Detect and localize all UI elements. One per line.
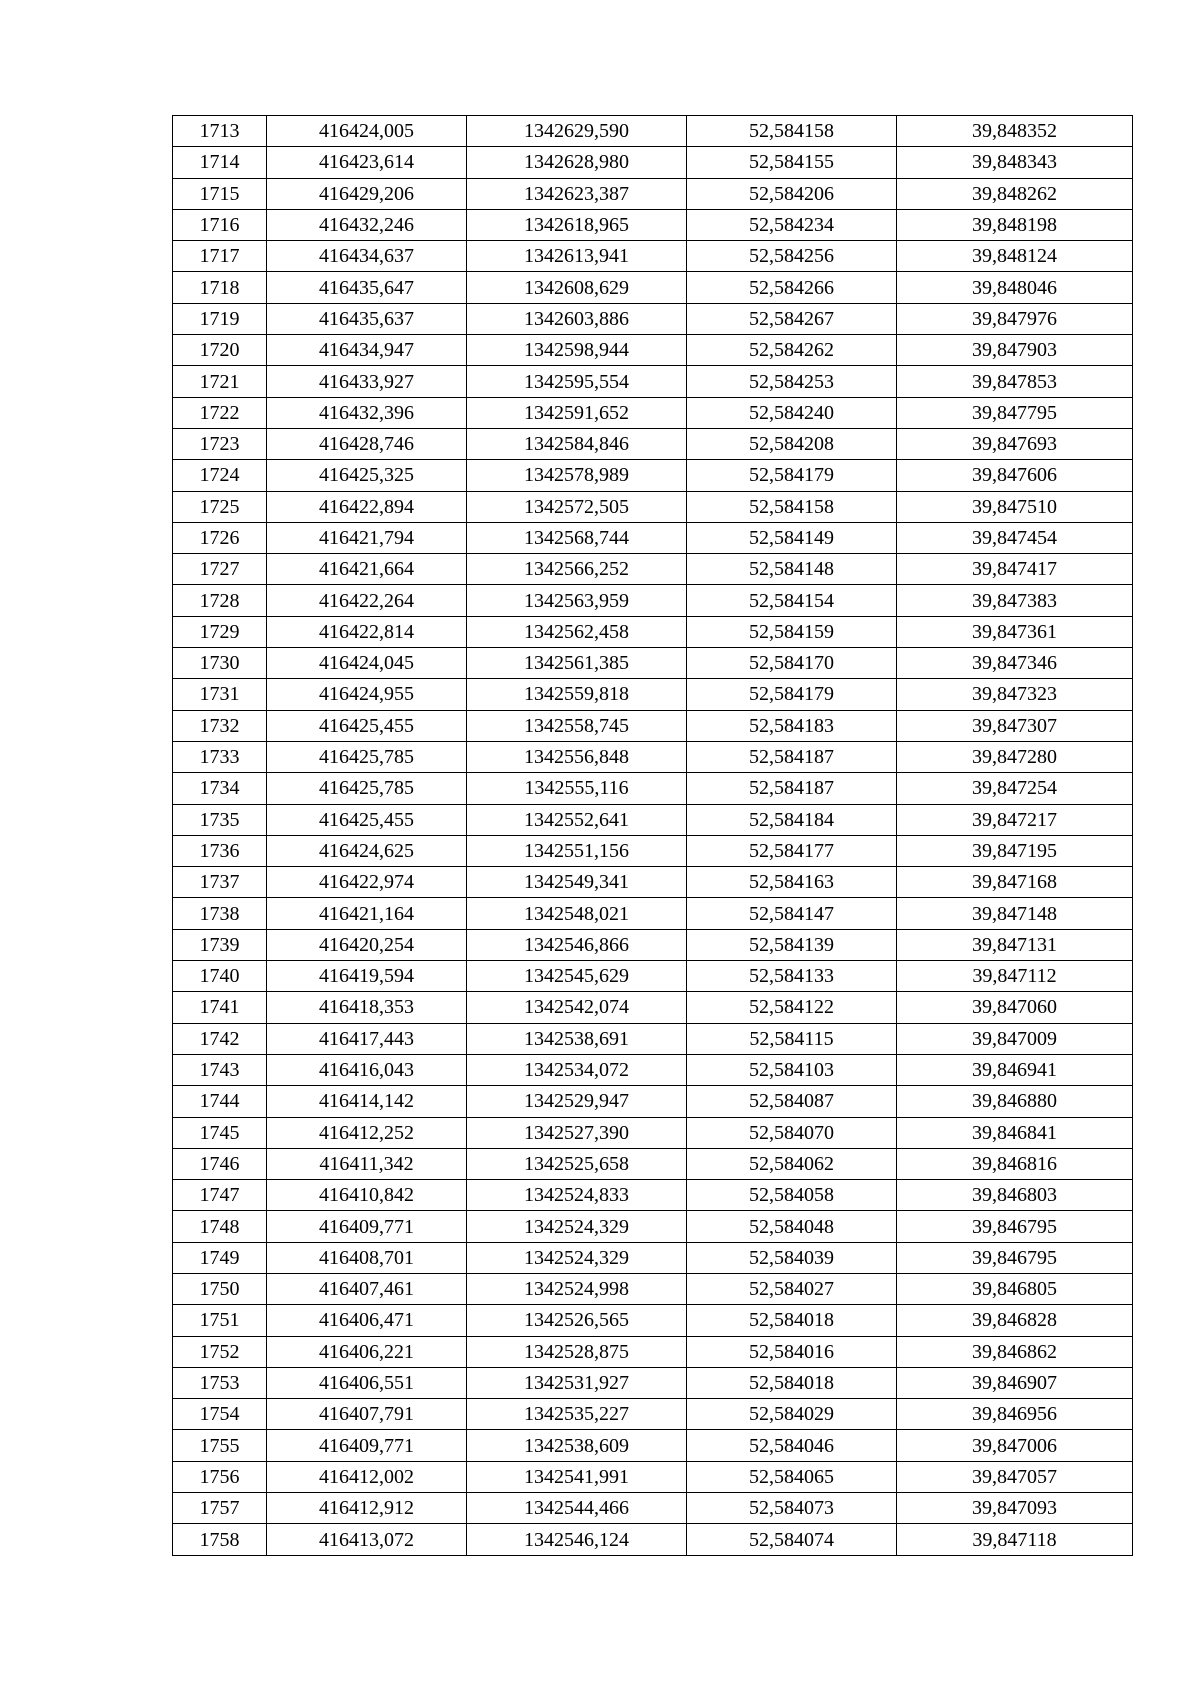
y-coordinate-cell: 1342568,744 <box>467 522 687 553</box>
longitude-cell: 39,847606 <box>897 460 1133 491</box>
point-number-cell: 1743 <box>173 1054 267 1085</box>
x-coordinate-cell: 416418,353 <box>267 992 467 1023</box>
y-coordinate-cell: 1342544,466 <box>467 1493 687 1524</box>
x-coordinate-cell: 416424,955 <box>267 679 467 710</box>
latitude-cell: 52,584070 <box>687 1117 897 1148</box>
x-coordinate-cell: 416433,927 <box>267 366 467 397</box>
x-coordinate-cell: 416424,045 <box>267 648 467 679</box>
x-coordinate-cell: 416423,614 <box>267 147 467 178</box>
point-number-cell: 1739 <box>173 929 267 960</box>
table-row <box>173 241 1133 272</box>
x-coordinate-cell: 416417,443 <box>267 1023 467 1054</box>
y-coordinate-cell: 1342628,980 <box>467 147 687 178</box>
y-coordinate-cell: 1342546,866 <box>467 929 687 960</box>
latitude-cell: 52,584018 <box>687 1305 897 1336</box>
latitude-cell: 52,584184 <box>687 804 897 835</box>
y-coordinate-cell: 1342531,927 <box>467 1367 687 1398</box>
longitude-cell: 39,847060 <box>897 992 1133 1023</box>
x-coordinate-cell: 416412,002 <box>267 1461 467 1492</box>
table-row <box>173 1524 1133 1555</box>
table-row <box>173 804 1133 835</box>
longitude-cell: 39,848343 <box>897 147 1133 178</box>
x-coordinate-cell: 416425,455 <box>267 804 467 835</box>
longitude-cell: 39,847057 <box>897 1461 1133 1492</box>
table-row <box>173 710 1133 741</box>
table-row <box>173 1493 1133 1524</box>
point-number-cell: 1729 <box>173 616 267 647</box>
table-row <box>173 522 1133 553</box>
latitude-cell: 52,584058 <box>687 1180 897 1211</box>
table-row <box>173 491 1133 522</box>
table-row <box>173 648 1133 679</box>
latitude-cell: 52,584018 <box>687 1367 897 1398</box>
y-coordinate-cell: 1342524,329 <box>467 1242 687 1273</box>
longitude-cell: 39,847217 <box>897 804 1133 835</box>
latitude-cell: 52,584234 <box>687 209 897 240</box>
y-coordinate-cell: 1342613,941 <box>467 241 687 272</box>
table-row <box>173 397 1133 428</box>
y-coordinate-cell: 1342524,998 <box>467 1273 687 1304</box>
table-row <box>173 616 1133 647</box>
latitude-cell: 52,584133 <box>687 961 897 992</box>
y-coordinate-cell: 1342598,944 <box>467 335 687 366</box>
table-row <box>173 1180 1133 1211</box>
latitude-cell: 52,584027 <box>687 1273 897 1304</box>
longitude-cell: 39,847118 <box>897 1524 1133 1555</box>
table-row <box>173 428 1133 459</box>
table-row <box>173 147 1133 178</box>
table-row <box>173 460 1133 491</box>
y-coordinate-cell: 1342551,156 <box>467 835 687 866</box>
y-coordinate-cell: 1342629,590 <box>467 116 687 147</box>
longitude-cell: 39,847148 <box>897 898 1133 929</box>
y-coordinate-cell: 1342595,554 <box>467 366 687 397</box>
latitude-cell: 52,584256 <box>687 241 897 272</box>
latitude-cell: 52,584087 <box>687 1086 897 1117</box>
longitude-cell: 39,847454 <box>897 522 1133 553</box>
point-number-cell: 1754 <box>173 1399 267 1430</box>
table-row <box>173 335 1133 366</box>
point-number-cell: 1715 <box>173 178 267 209</box>
point-number-cell: 1751 <box>173 1305 267 1336</box>
x-coordinate-cell: 416412,912 <box>267 1493 467 1524</box>
longitude-cell: 39,846805 <box>897 1273 1133 1304</box>
coordinates-table-body <box>173 116 1133 1556</box>
point-number-cell: 1736 <box>173 835 267 866</box>
latitude-cell: 52,584253 <box>687 366 897 397</box>
y-coordinate-cell: 1342538,609 <box>467 1430 687 1461</box>
table-row <box>173 178 1133 209</box>
latitude-cell: 52,584163 <box>687 867 897 898</box>
longitude-cell: 39,846862 <box>897 1336 1133 1367</box>
table-row <box>173 961 1133 992</box>
x-coordinate-cell: 416408,701 <box>267 1242 467 1273</box>
point-number-cell: 1746 <box>173 1148 267 1179</box>
table-row <box>173 1023 1133 1054</box>
y-coordinate-cell: 1342623,387 <box>467 178 687 209</box>
table-row <box>173 1117 1133 1148</box>
table-row <box>173 272 1133 303</box>
x-coordinate-cell: 416419,594 <box>267 961 467 992</box>
y-coordinate-cell: 1342555,116 <box>467 773 687 804</box>
latitude-cell: 52,584208 <box>687 428 897 459</box>
latitude-cell: 52,584240 <box>687 397 897 428</box>
x-coordinate-cell: 416421,794 <box>267 522 467 553</box>
x-coordinate-cell: 416421,164 <box>267 898 467 929</box>
y-coordinate-cell: 1342548,021 <box>467 898 687 929</box>
x-coordinate-cell: 416435,647 <box>267 272 467 303</box>
point-number-cell: 1747 <box>173 1180 267 1211</box>
y-coordinate-cell: 1342584,846 <box>467 428 687 459</box>
point-number-cell: 1720 <box>173 335 267 366</box>
table-row <box>173 1211 1133 1242</box>
longitude-cell: 39,847009 <box>897 1023 1133 1054</box>
point-number-cell: 1721 <box>173 366 267 397</box>
point-number-cell: 1758 <box>173 1524 267 1555</box>
point-number-cell: 1756 <box>173 1461 267 1492</box>
longitude-cell: 39,848124 <box>897 241 1133 272</box>
table-row <box>173 741 1133 772</box>
x-coordinate-cell: 416434,947 <box>267 335 467 366</box>
x-coordinate-cell: 416422,814 <box>267 616 467 647</box>
longitude-cell: 39,847307 <box>897 710 1133 741</box>
longitude-cell: 39,847346 <box>897 648 1133 679</box>
x-coordinate-cell: 416412,252 <box>267 1117 467 1148</box>
table-row <box>173 929 1133 960</box>
longitude-cell: 39,846816 <box>897 1148 1133 1179</box>
longitude-cell: 39,848046 <box>897 272 1133 303</box>
x-coordinate-cell: 416425,785 <box>267 773 467 804</box>
x-coordinate-cell: 416424,625 <box>267 835 467 866</box>
x-coordinate-cell: 416409,771 <box>267 1430 467 1461</box>
y-coordinate-cell: 1342556,848 <box>467 741 687 772</box>
y-coordinate-cell: 1342541,991 <box>467 1461 687 1492</box>
x-coordinate-cell: 416425,785 <box>267 741 467 772</box>
table-row <box>173 1054 1133 1085</box>
table-row <box>173 1461 1133 1492</box>
latitude-cell: 52,584122 <box>687 992 897 1023</box>
y-coordinate-cell: 1342525,658 <box>467 1148 687 1179</box>
y-coordinate-cell: 1342563,959 <box>467 585 687 616</box>
x-coordinate-cell: 416422,894 <box>267 491 467 522</box>
longitude-cell: 39,847280 <box>897 741 1133 772</box>
point-number-cell: 1725 <box>173 491 267 522</box>
y-coordinate-cell: 1342559,818 <box>467 679 687 710</box>
x-coordinate-cell: 416409,771 <box>267 1211 467 1242</box>
latitude-cell: 52,584073 <box>687 1493 897 1524</box>
point-number-cell: 1722 <box>173 397 267 428</box>
longitude-cell: 39,846841 <box>897 1117 1133 1148</box>
point-number-cell: 1749 <box>173 1242 267 1273</box>
latitude-cell: 52,584170 <box>687 648 897 679</box>
y-coordinate-cell: 1342526,565 <box>467 1305 687 1336</box>
longitude-cell: 39,846828 <box>897 1305 1133 1336</box>
point-number-cell: 1745 <box>173 1117 267 1148</box>
y-coordinate-cell: 1342603,886 <box>467 303 687 334</box>
point-number-cell: 1714 <box>173 147 267 178</box>
x-coordinate-cell: 416435,637 <box>267 303 467 334</box>
table-row <box>173 898 1133 929</box>
table-row <box>173 116 1133 147</box>
y-coordinate-cell: 1342578,989 <box>467 460 687 491</box>
x-coordinate-cell: 416429,206 <box>267 178 467 209</box>
table-row <box>173 585 1133 616</box>
longitude-cell: 39,846795 <box>897 1211 1133 1242</box>
latitude-cell: 52,584148 <box>687 554 897 585</box>
y-coordinate-cell: 1342529,947 <box>467 1086 687 1117</box>
longitude-cell: 39,847254 <box>897 773 1133 804</box>
latitude-cell: 52,584183 <box>687 710 897 741</box>
latitude-cell: 52,584048 <box>687 1211 897 1242</box>
table-row <box>173 1336 1133 1367</box>
y-coordinate-cell: 1342542,074 <box>467 992 687 1023</box>
latitude-cell: 52,584179 <box>687 460 897 491</box>
longitude-cell: 39,846880 <box>897 1086 1133 1117</box>
longitude-cell: 39,847168 <box>897 867 1133 898</box>
latitude-cell: 52,584158 <box>687 491 897 522</box>
longitude-cell: 39,846795 <box>897 1242 1133 1273</box>
longitude-cell: 39,847195 <box>897 835 1133 866</box>
x-coordinate-cell: 416413,072 <box>267 1524 467 1555</box>
point-number-cell: 1752 <box>173 1336 267 1367</box>
longitude-cell: 39,847093 <box>897 1493 1133 1524</box>
longitude-cell: 39,847795 <box>897 397 1133 428</box>
table-row <box>173 1367 1133 1398</box>
longitude-cell: 39,848198 <box>897 209 1133 240</box>
table-row <box>173 1273 1133 1304</box>
longitude-cell: 39,847361 <box>897 616 1133 647</box>
x-coordinate-cell: 416421,664 <box>267 554 467 585</box>
y-coordinate-cell: 1342618,965 <box>467 209 687 240</box>
point-number-cell: 1718 <box>173 272 267 303</box>
longitude-cell: 39,847510 <box>897 491 1133 522</box>
longitude-cell: 39,846941 <box>897 1054 1133 1085</box>
x-coordinate-cell: 416425,455 <box>267 710 467 741</box>
x-coordinate-cell: 416406,551 <box>267 1367 467 1398</box>
longitude-cell: 39,847383 <box>897 585 1133 616</box>
longitude-cell: 39,847112 <box>897 961 1133 992</box>
point-number-cell: 1755 <box>173 1430 267 1461</box>
table-row <box>173 366 1133 397</box>
y-coordinate-cell: 1342527,390 <box>467 1117 687 1148</box>
table-row <box>173 773 1133 804</box>
y-coordinate-cell: 1342591,652 <box>467 397 687 428</box>
latitude-cell: 52,584266 <box>687 272 897 303</box>
latitude-cell: 52,584206 <box>687 178 897 209</box>
y-coordinate-cell: 1342552,641 <box>467 804 687 835</box>
point-number-cell: 1723 <box>173 428 267 459</box>
y-coordinate-cell: 1342566,252 <box>467 554 687 585</box>
coordinates-table <box>172 115 1133 1556</box>
latitude-cell: 52,584149 <box>687 522 897 553</box>
latitude-cell: 52,584155 <box>687 147 897 178</box>
longitude-cell: 39,847853 <box>897 366 1133 397</box>
longitude-cell: 39,848262 <box>897 178 1133 209</box>
table-row <box>173 1148 1133 1179</box>
y-coordinate-cell: 1342549,341 <box>467 867 687 898</box>
point-number-cell: 1732 <box>173 710 267 741</box>
table-row <box>173 867 1133 898</box>
table-row <box>173 209 1133 240</box>
latitude-cell: 52,584158 <box>687 116 897 147</box>
point-number-cell: 1741 <box>173 992 267 1023</box>
longitude-cell: 39,847903 <box>897 335 1133 366</box>
latitude-cell: 52,584046 <box>687 1430 897 1461</box>
x-coordinate-cell: 416407,791 <box>267 1399 467 1430</box>
table-row <box>173 1305 1133 1336</box>
x-coordinate-cell: 416411,342 <box>267 1148 467 1179</box>
y-coordinate-cell: 1342538,691 <box>467 1023 687 1054</box>
table-row <box>173 1430 1133 1461</box>
longitude-cell: 39,847006 <box>897 1430 1133 1461</box>
table-row <box>173 1086 1133 1117</box>
y-coordinate-cell: 1342608,629 <box>467 272 687 303</box>
x-coordinate-cell: 416414,142 <box>267 1086 467 1117</box>
point-number-cell: 1757 <box>173 1493 267 1524</box>
table-row <box>173 679 1133 710</box>
longitude-cell: 39,847417 <box>897 554 1133 585</box>
latitude-cell: 52,584262 <box>687 335 897 366</box>
longitude-cell: 39,847131 <box>897 929 1133 960</box>
table-row <box>173 1242 1133 1273</box>
x-coordinate-cell: 416425,325 <box>267 460 467 491</box>
point-number-cell: 1717 <box>173 241 267 272</box>
point-number-cell: 1724 <box>173 460 267 491</box>
point-number-cell: 1753 <box>173 1367 267 1398</box>
x-coordinate-cell: 416422,974 <box>267 867 467 898</box>
x-coordinate-cell: 416432,396 <box>267 397 467 428</box>
point-number-cell: 1733 <box>173 741 267 772</box>
point-number-cell: 1719 <box>173 303 267 334</box>
table-row <box>173 554 1133 585</box>
y-coordinate-cell: 1342558,745 <box>467 710 687 741</box>
latitude-cell: 52,584016 <box>687 1336 897 1367</box>
y-coordinate-cell: 1342572,505 <box>467 491 687 522</box>
y-coordinate-cell: 1342545,629 <box>467 961 687 992</box>
point-number-cell: 1735 <box>173 804 267 835</box>
x-coordinate-cell: 416424,005 <box>267 116 467 147</box>
longitude-cell: 39,847976 <box>897 303 1133 334</box>
longitude-cell: 39,848352 <box>897 116 1133 147</box>
x-coordinate-cell: 416406,221 <box>267 1336 467 1367</box>
y-coordinate-cell: 1342534,072 <box>467 1054 687 1085</box>
x-coordinate-cell: 416432,246 <box>267 209 467 240</box>
point-number-cell: 1738 <box>173 898 267 929</box>
longitude-cell: 39,847323 <box>897 679 1133 710</box>
latitude-cell: 52,584177 <box>687 835 897 866</box>
longitude-cell: 39,846907 <box>897 1367 1133 1398</box>
latitude-cell: 52,584062 <box>687 1148 897 1179</box>
longitude-cell: 39,847693 <box>897 428 1133 459</box>
table-row <box>173 303 1133 334</box>
table-row <box>173 835 1133 866</box>
latitude-cell: 52,584187 <box>687 773 897 804</box>
point-number-cell: 1742 <box>173 1023 267 1054</box>
point-number-cell: 1727 <box>173 554 267 585</box>
x-coordinate-cell: 416428,746 <box>267 428 467 459</box>
x-coordinate-cell: 416407,461 <box>267 1273 467 1304</box>
latitude-cell: 52,584029 <box>687 1399 897 1430</box>
y-coordinate-cell: 1342524,329 <box>467 1211 687 1242</box>
y-coordinate-cell: 1342546,124 <box>467 1524 687 1555</box>
longitude-cell: 39,846803 <box>897 1180 1133 1211</box>
latitude-cell: 52,584074 <box>687 1524 897 1555</box>
y-coordinate-cell: 1342535,227 <box>467 1399 687 1430</box>
point-number-cell: 1750 <box>173 1273 267 1304</box>
point-number-cell: 1744 <box>173 1086 267 1117</box>
point-number-cell: 1726 <box>173 522 267 553</box>
latitude-cell: 52,584115 <box>687 1023 897 1054</box>
latitude-cell: 52,584065 <box>687 1461 897 1492</box>
y-coordinate-cell: 1342524,833 <box>467 1180 687 1211</box>
latitude-cell: 52,584267 <box>687 303 897 334</box>
x-coordinate-cell: 416434,637 <box>267 241 467 272</box>
latitude-cell: 52,584103 <box>687 1054 897 1085</box>
latitude-cell: 52,584147 <box>687 898 897 929</box>
point-number-cell: 1730 <box>173 648 267 679</box>
point-number-cell: 1731 <box>173 679 267 710</box>
point-number-cell: 1740 <box>173 961 267 992</box>
latitude-cell: 52,584159 <box>687 616 897 647</box>
x-coordinate-cell: 416422,264 <box>267 585 467 616</box>
latitude-cell: 52,584039 <box>687 1242 897 1273</box>
longitude-cell: 39,846956 <box>897 1399 1133 1430</box>
x-coordinate-cell: 416420,254 <box>267 929 467 960</box>
latitude-cell: 52,584187 <box>687 741 897 772</box>
y-coordinate-cell: 1342562,458 <box>467 616 687 647</box>
y-coordinate-cell: 1342528,875 <box>467 1336 687 1367</box>
x-coordinate-cell: 416416,043 <box>267 1054 467 1085</box>
point-number-cell: 1716 <box>173 209 267 240</box>
table-row <box>173 1399 1133 1430</box>
point-number-cell: 1737 <box>173 867 267 898</box>
x-coordinate-cell: 416410,842 <box>267 1180 467 1211</box>
table-row <box>173 992 1133 1023</box>
x-coordinate-cell: 416406,471 <box>267 1305 467 1336</box>
point-number-cell: 1734 <box>173 773 267 804</box>
point-number-cell: 1713 <box>173 116 267 147</box>
latitude-cell: 52,584154 <box>687 585 897 616</box>
point-number-cell: 1748 <box>173 1211 267 1242</box>
latitude-cell: 52,584139 <box>687 929 897 960</box>
latitude-cell: 52,584179 <box>687 679 897 710</box>
point-number-cell: 1728 <box>173 585 267 616</box>
y-coordinate-cell: 1342561,385 <box>467 648 687 679</box>
